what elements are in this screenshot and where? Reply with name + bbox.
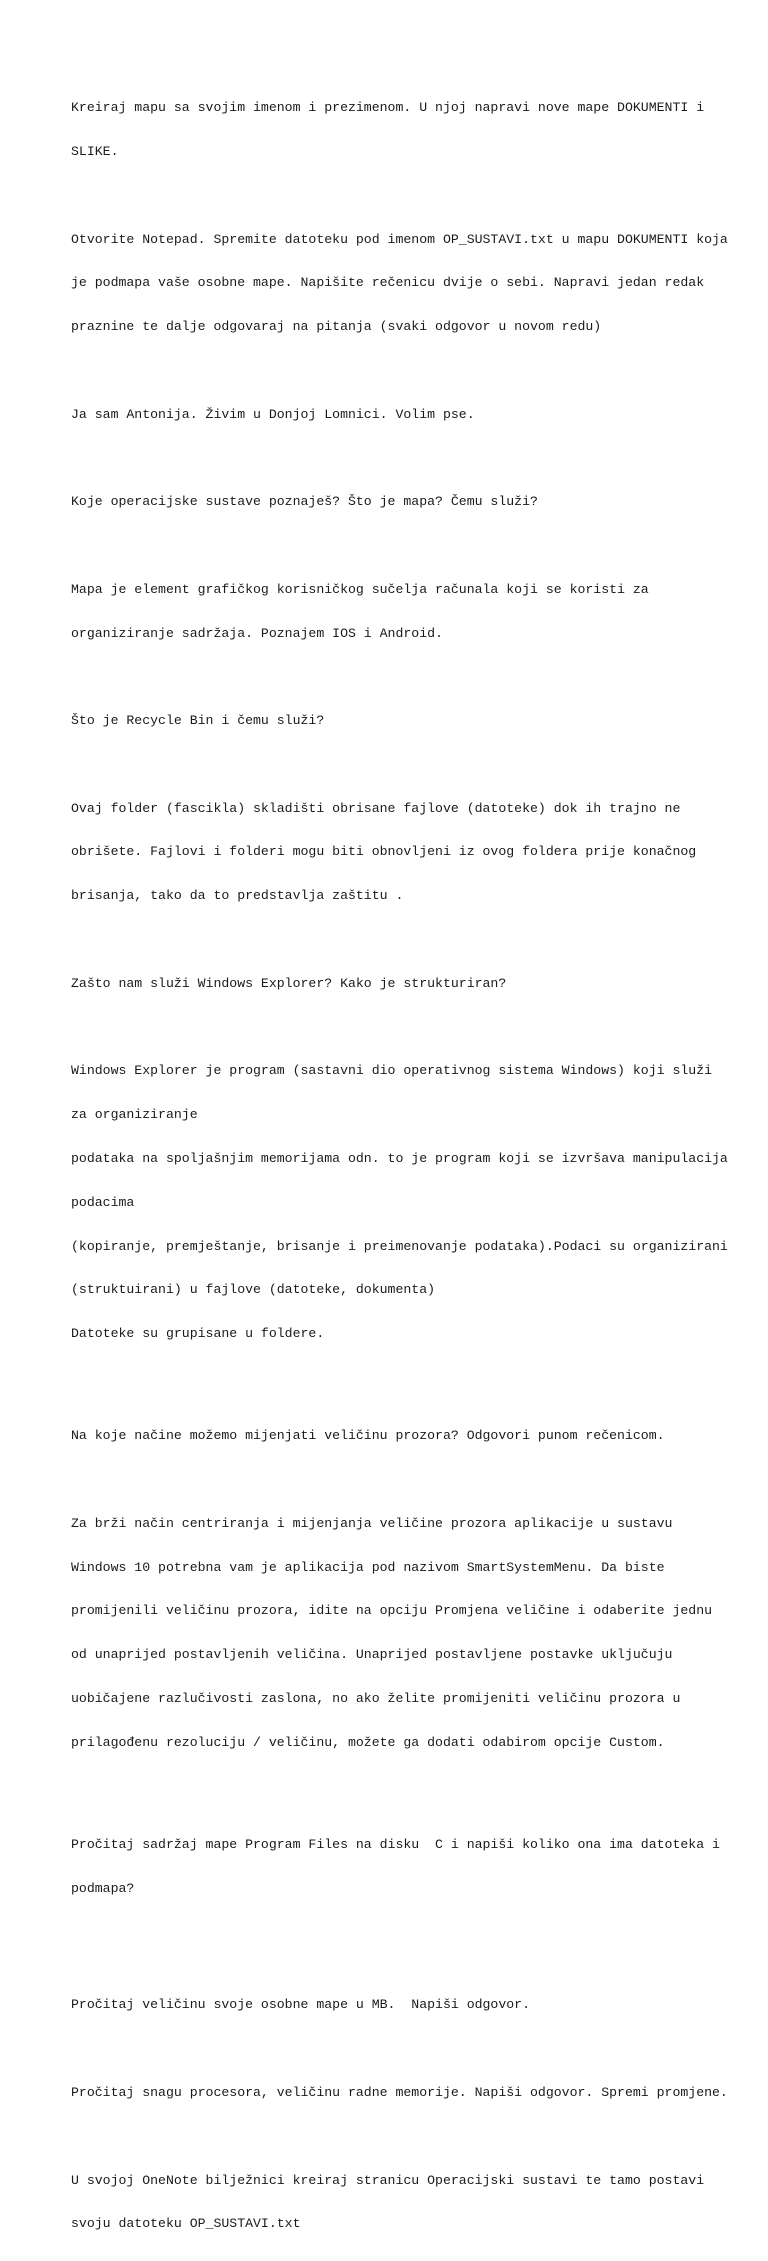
spacer: [71, 1371, 731, 1400]
text-line: brisanja, tako da to predstavlja zaštitu .: [71, 888, 404, 904]
spacer: [71, 2042, 731, 2057]
spacer: [71, 933, 731, 948]
document-body: [71, 72, 731, 2261]
text-line: organiziranje sadržaja. Poznajem IOS i Android.: [71, 625, 443, 641]
answer-recycle-bin: [71, 773, 731, 934]
text-line: za organiziranje: [71, 1107, 198, 1123]
text-line: Što je Recycle Bin i čemu služi?: [71, 713, 325, 729]
text-line: Mapa je element grafičkog korisničkog sučelja računala koji se koristi za: [71, 581, 649, 597]
instruction-notepad: [71, 203, 731, 364]
spacer: [71, 1779, 731, 1808]
text-line: Ja sam Antonija. Živim u Donjoj Lomnici. Volim pse.: [71, 406, 475, 422]
answer-operating-systems: [71, 554, 731, 671]
text-line: uobičajene razlučivosti zaslona, no ako želite promijeniti veličinu prozora u: [71, 1690, 681, 1706]
text-line: (kopiranje, premještanje, brisanje i preimenovanje podataka).Podaci su organizirani: [71, 1238, 728, 1254]
question-operating-systems: [71, 466, 731, 539]
text-line: podacima: [71, 1194, 135, 1210]
text-line: svoju datoteku OP_SUSTAVI.txt: [71, 2216, 301, 2232]
text-line: obrišete. Fajlovi i folderi mogu biti obnovljeni iz ovog foldera prije konačnog: [71, 844, 697, 860]
task-processor-memory: [71, 2057, 731, 2130]
spacer: [71, 1473, 731, 1488]
question-windows-explorer: [71, 948, 731, 1021]
answer-windows-explorer: [71, 1035, 731, 1371]
text-line: Pročitaj sadržaj mape Program Files na disku C i napiši koliko ona ima datoteka i: [71, 1836, 720, 1852]
text-line: Kreiraj mapu sa svojim imenom i prezimenom. U njoj napravi nove mape DOKUMENTI i: [71, 100, 705, 116]
text-line: Windows 10 potrebna vam je aplikacija pod nazivom SmartSystemMenu. Da biste: [71, 1559, 665, 1575]
text-line: Zašto nam služi Windows Explorer? Kako je strukturiran?: [71, 975, 507, 991]
text-line: (struktuirani) u fajlove (datoteke, dokumenta): [71, 1282, 436, 1298]
text-line: Datoteke su grupisane u foldere.: [71, 1326, 325, 1342]
answer-window-size: [71, 1488, 731, 1780]
text-line: Na koje načine možemo mijenjati veličinu prozora? Odgovori punom rečenicom.: [71, 1428, 665, 1444]
text-line: Pročitaj snagu procesora, veličinu radne memorije. Napiši odgovor. Spremi promjene.: [71, 2084, 728, 2100]
text-line: promijenili veličinu prozora, idite na opciju Promjena veličine i odaberite jednu: [71, 1603, 713, 1619]
text-line: Ovaj folder (fascikla) skladišti obrisane fajlove (datoteke) dok ih trajno ne: [71, 800, 681, 816]
text-line: prilagođenu rezoluciju / veličinu, možete ga dodati odabirom opcije Custom.: [71, 1734, 665, 1750]
answer-about-me: [71, 378, 731, 451]
question-recycle-bin: [71, 685, 731, 758]
spacer: [71, 539, 731, 554]
text-line: Windows Explorer je program (sastavni dio operativnog sistema Windows) koji služi: [71, 1063, 713, 1079]
spacer: [71, 758, 731, 773]
task-onenote: [71, 2144, 731, 2261]
text-line: Otvorite Notepad. Spremite datoteku pod imenom OP_SUSTAVI.txt u mapu DOKUMENTI koja: [71, 231, 728, 247]
text-line: Za brži način centriranja i mijenjanja veličine prozora aplikacije u sustavu: [71, 1515, 673, 1531]
question-window-size: [71, 1400, 731, 1473]
text-line: Pročitaj veličinu svoje osobne mape u MB. Napiši odgovor.: [71, 1997, 530, 2013]
text-line: SLIKE.: [71, 143, 119, 159]
task-program-files: [71, 1809, 731, 1926]
text-line: U svojoj OneNote bilježnici kreiraj stranicu Operacijski sustavi te tamo postavi: [71, 2172, 705, 2188]
text-line: podmapa?: [71, 1880, 135, 1896]
spacer: [71, 1021, 731, 1036]
text-line: praznine te dalje odgovaraj na pitanja (svaki odgovor u novom redu): [71, 319, 602, 335]
spacer: [71, 670, 731, 685]
spacer: [71, 2130, 731, 2145]
task-folder-size: [71, 1969, 731, 2042]
spacer: [71, 1925, 731, 1969]
spacer: [71, 189, 731, 204]
text-line: podataka na spoljašnjim memorijama odn. to je program koji se izvršava manipulacija: [71, 1150, 728, 1166]
text-line: od unaprijed postavljenih veličina. Unaprijed postavljene postavke uključuju: [71, 1647, 673, 1663]
text-line: je podmapa vaše osobne mape. Napišite rečenicu dvije o sebi. Napravi jedan redak: [71, 275, 705, 291]
text-line: Koje operacijske sustave poznaješ? Što je mapa? Čemu služi?: [71, 494, 538, 510]
spacer: [71, 451, 731, 466]
spacer: [71, 364, 731, 379]
instruction-create-folder: [71, 72, 731, 189]
